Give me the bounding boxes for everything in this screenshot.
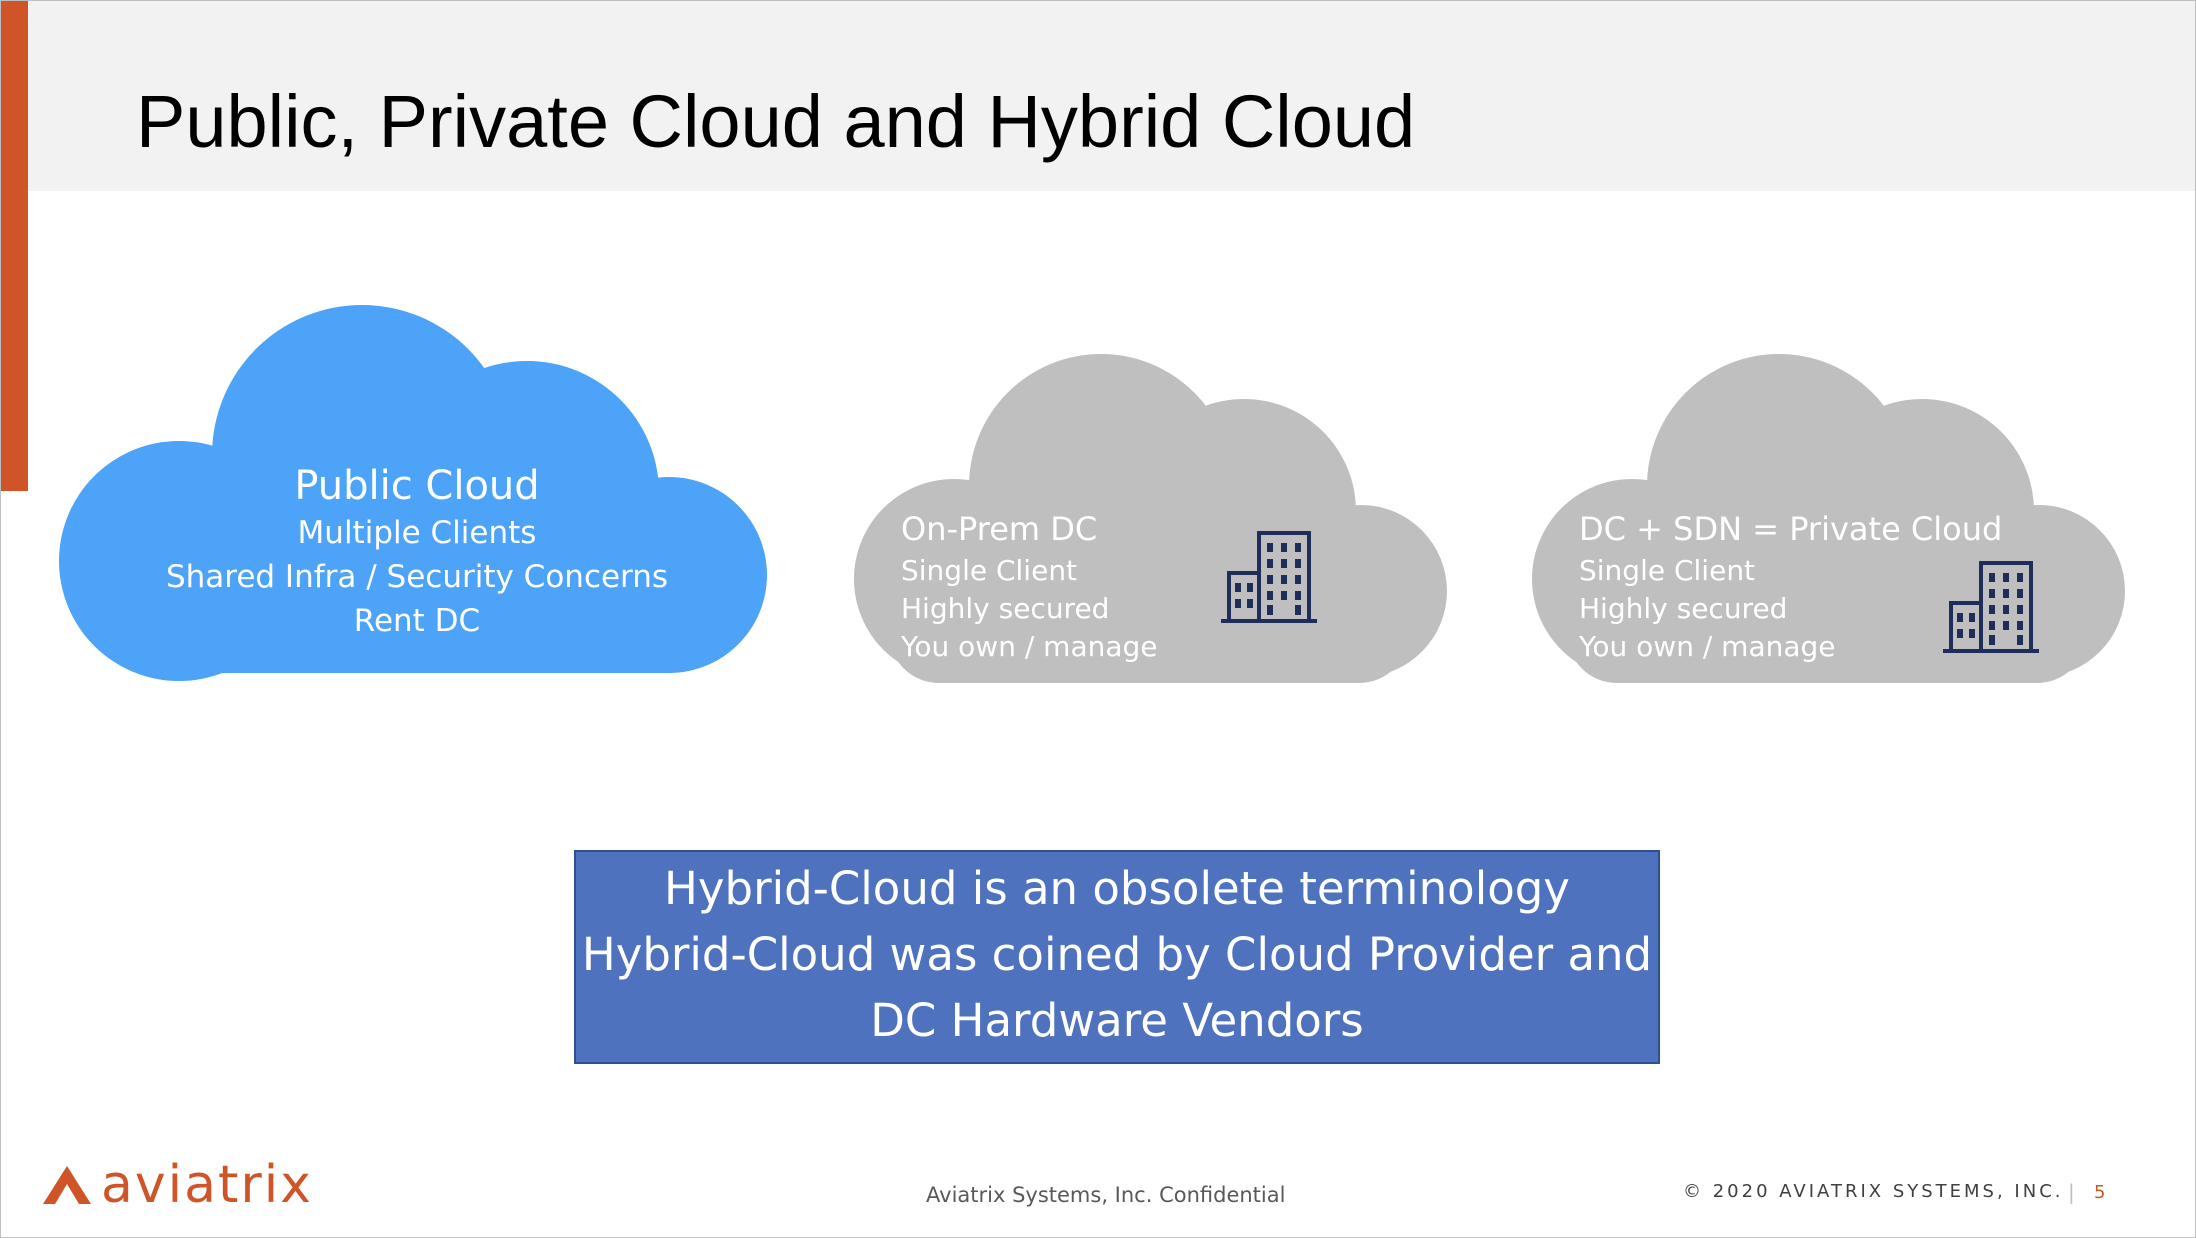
confidential-notice: Aviatrix Systems, Inc. Confidential: [926, 1183, 1286, 1207]
slide-title: Public, Private Cloud and Hybrid Cloud: [136, 80, 1416, 163]
public-cloud: [57, 293, 777, 683]
cloud-heading: Public Cloud: [294, 463, 540, 509]
aviatrix-logo-icon: [41, 1164, 93, 1206]
callout-line: DC Hardware Vendors: [870, 994, 1364, 1047]
cloud-line: You own / manage: [901, 630, 1158, 663]
cloud-line: Highly secured: [1579, 592, 1788, 625]
cloud-line: Rent DC: [353, 603, 481, 639]
private-cloud-text: [1579, 506, 2002, 666]
cloud-line: Multiple Clients: [297, 515, 537, 551]
on-prem-dc-text: [901, 506, 1158, 666]
public-cloud-text: [57, 461, 777, 643]
office-building-icon: [1941, 559, 2041, 655]
cloud-heading: On-Prem DC: [901, 510, 1098, 548]
page-number: 5: [2094, 1182, 2106, 1203]
cloud-line: Single Client: [901, 554, 1078, 587]
hybrid-cloud-callout: [574, 850, 1660, 1064]
logo-wordmark: aviatrix: [101, 1155, 313, 1215]
private-cloud: [1527, 351, 2127, 686]
copyright-notice: © 2020 AVIATRIX SYSTEMS, INC.: [1683, 1181, 2064, 1202]
cloud-heading: DC + SDN = Private Cloud: [1579, 510, 2003, 548]
callout-line: Hybrid-Cloud was coined by Cloud Provider and: [581, 928, 1653, 981]
cloud-line: Shared Infra / Security Concerns: [165, 559, 669, 595]
office-building-icon: [1219, 529, 1319, 625]
accent-bar: [1, 1, 28, 491]
on-prem-dc-cloud: [849, 351, 1449, 686]
footer-separator: |: [2068, 1180, 2075, 1204]
aviatrix-logo: [41, 1155, 313, 1215]
cloud-line: Highly secured: [901, 592, 1110, 625]
callout-line: Hybrid-Cloud is an obsolete terminology: [664, 862, 1570, 915]
cloud-line: You own / manage: [1579, 630, 1836, 663]
cloud-line: Single Client: [1579, 554, 1756, 587]
